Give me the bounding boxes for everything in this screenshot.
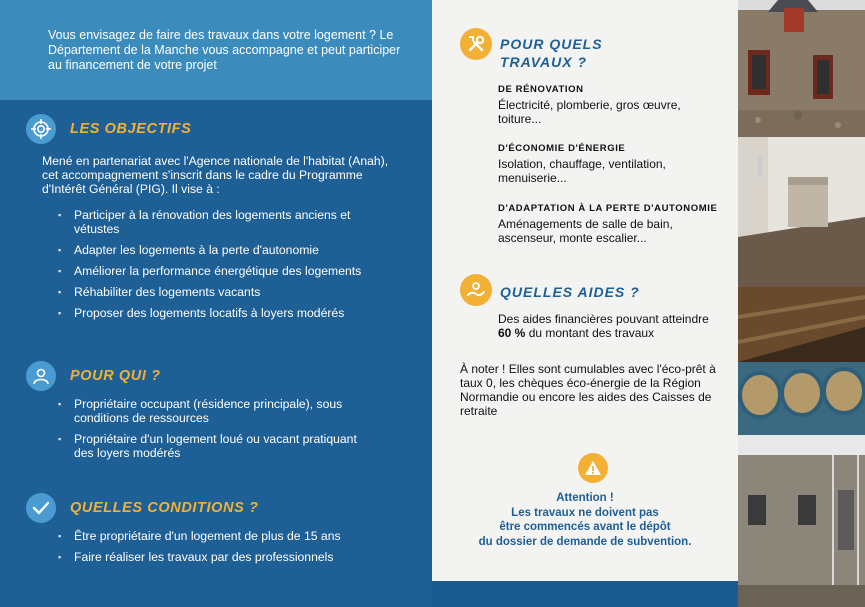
- list-item: ▪ Propriétaire d'un logement loué ou vacant pratiquant des loyers modérés: [58, 432, 368, 460]
- objectifs-text: Mené en partenariat avec l'Agence nationale de l'habitat (Anah), cet accompagnement s'inscrit dans le cadre du Programme d'Intérêt Général (PIG). Il vise à :: [42, 154, 389, 196]
- hand-coins-icon: [460, 274, 492, 306]
- section-objectifs: [26, 114, 416, 327]
- left-panel: [0, 0, 432, 607]
- warning-icon: [578, 453, 608, 483]
- tools-icon: [460, 28, 492, 60]
- attention-line: être commencés avant le dépôt: [499, 521, 671, 533]
- list-item: ▪ Être propriétaire d'un logement de plus de 15 ans: [58, 529, 416, 543]
- travaux-title-line2: TRAVAUX ?: [500, 54, 588, 70]
- travaux-title-line1: POUR QUELS: [500, 36, 603, 52]
- cat-title: D'ÉCONOMIE D'ÉNERGIE: [498, 143, 626, 154]
- photo-stone-house: [738, 0, 865, 137]
- intro-text: Vous envisagez de faire des travaux dans votre logement ? Le Département de la Manche vous accompagne et peut participer au financement de votre projet: [0, 0, 432, 100]
- target-icon: [26, 114, 56, 144]
- attention-block: [432, 491, 738, 549]
- travaux-cat-energie: [498, 143, 730, 185]
- aides-text-b: du montant des travaux: [525, 326, 655, 340]
- cat-title: D'ADAPTATION À LA PERTE D'AUTONOMIE: [498, 203, 718, 214]
- conditions-title: QUELLES CONDITIONS ?: [70, 500, 259, 516]
- list-item: ▪ Améliorer la performance énergétique des logements: [58, 264, 416, 278]
- section-pour-qui: [26, 361, 416, 467]
- pour-qui-title: POUR QUI ?: [70, 368, 161, 384]
- conditions-list: [26, 529, 416, 564]
- photo-bathroom: [738, 137, 865, 287]
- photo-attic-insulation: [738, 287, 865, 435]
- objectifs-list: [26, 208, 416, 320]
- aides-note: À noter ! Elles sont cumulables avec l'éco-prêt à taux 0, les chèques éco-énergie de la Région Normandie ou encore les aides des Caisses de retraite: [460, 362, 716, 418]
- middle-panel: [432, 0, 738, 581]
- pour-qui-list: [26, 397, 416, 460]
- objectifs-title: LES OBJECTIFS: [70, 121, 192, 137]
- cat-desc: Électricité, plomberie, gros œuvre, toiture...: [498, 98, 681, 126]
- cat-desc: Aménagements de salle de bain, ascenseur, monte escalier...: [498, 217, 673, 245]
- travaux-cat-renovation: [498, 84, 730, 126]
- section-conditions: [26, 493, 416, 571]
- check-icon: [26, 493, 56, 523]
- list-item: ▪ Propriétaire occupant (résidence principale), sous conditions de ressources: [58, 397, 358, 425]
- cat-desc: Isolation, chauffage, ventilation, menuiserie...: [498, 157, 666, 185]
- attention-line: Les travaux ne doivent pas: [511, 506, 659, 519]
- attention-line: Attention !: [556, 492, 614, 504]
- aides-text: [498, 312, 734, 340]
- user-icon: [26, 361, 56, 391]
- list-item: ▪ Faire réaliser les travaux par des professionnels: [58, 550, 416, 564]
- list-item: ▪ Adapter les logements à la perte d'autonomie: [58, 243, 416, 257]
- list-item: ▪ Réhabiliter des logements vacants: [58, 285, 416, 299]
- travaux-cat-autonomie: [498, 203, 730, 245]
- list-item: ▪ Proposer des logements locatifs à loyers modérés: [58, 306, 416, 320]
- photo-renovation-house: [738, 435, 865, 607]
- attention-line: du dossier de demande de subvention.: [478, 535, 692, 548]
- aides-text-a: Des aides financières pouvant atteindre: [498, 312, 709, 326]
- list-item: ▪ Participer à la rénovation des logements anciens et vétustes: [58, 208, 388, 236]
- travaux-title: [500, 35, 603, 71]
- aides-percent: 60 %: [498, 326, 526, 340]
- bottom-strip: [432, 581, 738, 607]
- aides-title: QUELLES AIDES ?: [500, 284, 640, 300]
- cat-title: DE RÉNOVATION: [498, 84, 584, 95]
